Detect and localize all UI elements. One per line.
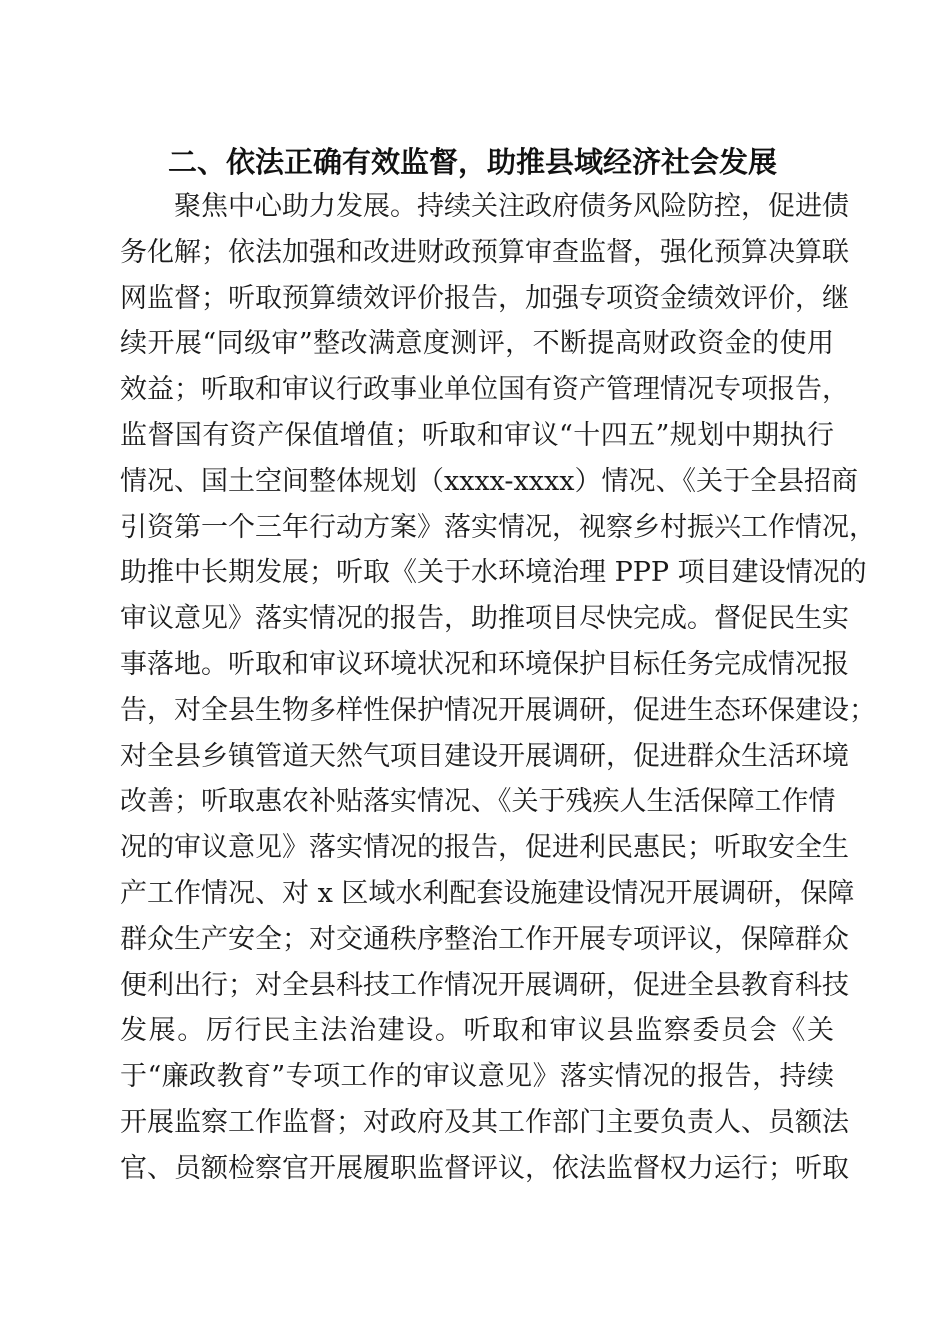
text-line: 便利出行；对全县科技工作情况开展调研，促进全县教育科技 bbox=[120, 969, 849, 1001]
text-line: 引资第一个三年行动方案》落实情况，视察乡村振兴工作情况， bbox=[120, 511, 876, 543]
text-line: 聚焦中心助力发展。持续关注政府债务风险防控，促进债 bbox=[174, 191, 849, 222]
text-line: 务化解；依法加强和改进财政预算审查监督，强化预算决算联 bbox=[120, 236, 849, 268]
text-line: 续开展“同级审”整改满意度测评，不断提高财政资金的使用 bbox=[120, 328, 834, 360]
text-line: 审议意见》落实情况的报告，助推项目尽快完成。督促民生实 bbox=[120, 603, 849, 635]
body-paragraph bbox=[120, 184, 876, 1192]
text-line: 改善；听取惠农补贴落实情况、《关于残疾人生活保障工作情 bbox=[120, 786, 836, 818]
text-line: 网监督；听取预算绩效评价报告，加强专项资金绩效评价，继 bbox=[120, 282, 849, 314]
section-heading: 二、依法正确有效监督，助推县域经济社会发展 bbox=[168, 145, 778, 179]
text-line: 监督国有资产保值增值；听取和审议“十四五”规划中期执行 bbox=[120, 419, 834, 451]
text-line: 况的审议意见》落实情况的报告，促进利民惠民；听取安全生 bbox=[120, 832, 849, 864]
text-line: 情况、国土空间整体规划（xxxx-xxxx）情况、《关于全县招商 bbox=[120, 465, 858, 497]
text-line: 效益；听取和审议行政事业单位国有资产管理情况专项报告， bbox=[120, 374, 849, 406]
text-line: 产工作情况、对 x 区域水利配套设施建设情况开展调研，保障 bbox=[120, 877, 855, 909]
text-line: 于“廉政教育”专项工作的审议意见》落实情况的报告，持续 bbox=[120, 1061, 834, 1093]
text-line: 发展。厉行民主法治建设。听取和审议县监察委员会《关 bbox=[120, 1015, 834, 1047]
text-line: 对全县乡镇管道天然气项目建设开展调研，促进群众生活环境 bbox=[120, 740, 849, 772]
text-line: 告，对全县生物多样性保护情况开展调研，促进生态环保建设； bbox=[120, 694, 876, 726]
text-line: 群众生产安全；对交通秩序整治工作开展专项评议，保障群众 bbox=[120, 923, 849, 955]
text-line: 开展监察工作监督；对政府及其工作部门主要负责人、员额法 bbox=[120, 1106, 849, 1138]
text-line: 事落地。听取和审议环境状况和环境保护目标任务完成情况报 bbox=[120, 648, 849, 680]
text-line: 助推中长期发展；听取《关于水环境治理 PPP 项目建设情况的 bbox=[120, 557, 867, 589]
text-line: 官、员额检察官开展履职监督评议，依法监督权力运行；听取 bbox=[120, 1152, 849, 1184]
